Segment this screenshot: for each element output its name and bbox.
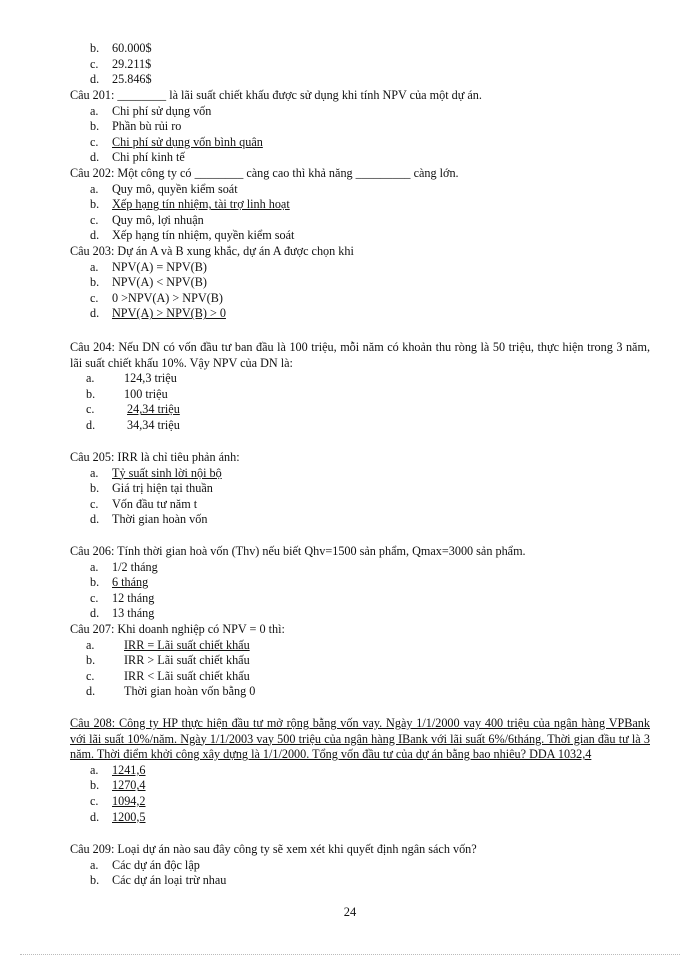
option-b: b. Các dự án loại trừ nhau	[90, 873, 227, 888]
option-a: a. 1/2 tháng	[90, 559, 158, 574]
option-c: c. Quy mô, lợi nhuận	[90, 212, 204, 227]
option-b-answer: b. Xếp hạng tín nhiệm, tài trợ linh hoạt	[90, 197, 290, 212]
option-a: a. Các dự án độc lập	[90, 857, 200, 872]
option-a-answer: a. Tỷ suất sinh lời nội bộ	[90, 465, 222, 480]
question-text: Câu 205: IRR là chỉ tiêu phản ánh:	[70, 450, 240, 464]
option-c: c. 12 tháng	[90, 590, 155, 605]
option-c-answer: c. 24,34 triệu	[86, 402, 180, 417]
option-b: b. 1270,4	[90, 778, 146, 793]
question-text: Câu 209: Loại dự án nào sau đây công ty sẽ xem xét khi quyết định ngân sách vốn?	[70, 842, 477, 856]
page-number: 24	[343, 905, 357, 919]
page-bottom-divider	[20, 954, 680, 955]
option-a: a. NPV(A) = NPV(B)	[90, 259, 207, 274]
option-d: d. Thời gian hoàn vốn bằng 0	[86, 684, 256, 699]
option-d: d. Chi phí kinh tế	[90, 150, 185, 165]
question-205	[70, 450, 650, 528]
option-b: b. IRR > Lãi suất chiết khấu	[86, 653, 250, 668]
question-text: Câu 202: Một công ty có ________ càng cao thì khả năng _________ càng lớn.	[70, 166, 459, 180]
option-d: d. 13 tháng	[90, 606, 155, 621]
option-d: d. 34,34 triệu	[86, 417, 180, 432]
option-b: b. Giá trị hiện tại thuần	[90, 481, 213, 496]
option-a-answer: a. 1241,6	[90, 762, 146, 777]
option-c: c. 1094,2	[90, 793, 146, 808]
question-204	[70, 340, 650, 434]
continued-options	[70, 41, 650, 88]
option-a: a. 124,3 triệu	[86, 371, 177, 386]
option-c-answer: c. Chi phí sử dụng vốn bình quân	[90, 134, 263, 149]
question-201	[70, 88, 650, 166]
question-208	[70, 716, 650, 825]
option-b: b. NPV(A) < NPV(B)	[90, 275, 207, 290]
option-c: c. Vốn đầu tư năm t	[90, 496, 198, 511]
question-203	[70, 244, 650, 322]
option-b: b. 60.000$	[90, 41, 152, 55]
question-text: Câu 201: ________ là lãi suất chiết khấu được sử dụng khi tính NPV của một dự án.	[70, 88, 482, 102]
question-202	[70, 166, 650, 244]
option-b: b. 100 triệu	[86, 386, 168, 401]
option-c: c. 29.211$	[90, 56, 152, 71]
question-209	[70, 842, 650, 889]
question-text: Câu 208: Công ty HP thực hiện đầu tư mở rộng bằng vốn vay. Ngày 1/1/2000 vay 400 triệu của ngân hàng VPBank với lãi suất 10%/năm. Ngày 1/1/2003 vay 500 triệu của ngân hàng IBank với lãi suất 6%/6tháng. Thời gian đầu tư là 3 năm. Thời điểm khởi công xây dựng là 1/1/2000. Tổng vốn đầu tư của dự án bằng bao nhiêu? DDA 1032,4	[70, 716, 650, 762]
question-207	[70, 622, 650, 700]
option-c: c. IRR < Lãi suất chiết khấu	[86, 668, 250, 683]
option-a: a. Quy mô, quyền kiểm soát	[90, 181, 238, 196]
option-a: a. Chi phí sử dụng vốn	[90, 103, 212, 118]
option-d: d. 1200,5	[90, 809, 146, 824]
option-d: d. Xếp hạng tín nhiệm, quyền kiểm soát	[90, 228, 295, 243]
option-b: b. Phần bù rủi ro	[90, 119, 182, 134]
question-text: Câu 204: Nếu DN có vốn đầu tư ban đầu là 100 triệu, mỗi năm có khoản thu ròng là 50 triệu, thực hiện trong 3 năm, lãi suất chiết khấu 10%. Vậy NPV của DN là:	[70, 340, 650, 370]
option-c: c. 0 >NPV(A) > NPV(B)	[90, 290, 223, 305]
option-d-answer: d. NPV(A) > NPV(B) > 0	[90, 306, 226, 321]
option-b-answer: b. 6 tháng	[90, 575, 149, 590]
question-text: Câu 207: Khi doanh nghiệp có NPV = 0 thì:	[70, 622, 285, 636]
option-d: d. 25.846$	[90, 72, 152, 87]
question-text: Câu 203: Dự án A và B xung khắc, dự án A được chọn khi	[70, 244, 354, 258]
question-text: Câu 206: Tính thời gian hoà vốn (Thv) nếu biết Qhv=1500 sản phẩm, Qmax=3000 sản phẩm.	[70, 544, 526, 558]
option-a-answer: a. IRR = Lãi suất chiết khấu	[86, 637, 250, 652]
option-d: d. Thời gian hoàn vốn	[90, 512, 208, 527]
question-206	[70, 544, 650, 622]
